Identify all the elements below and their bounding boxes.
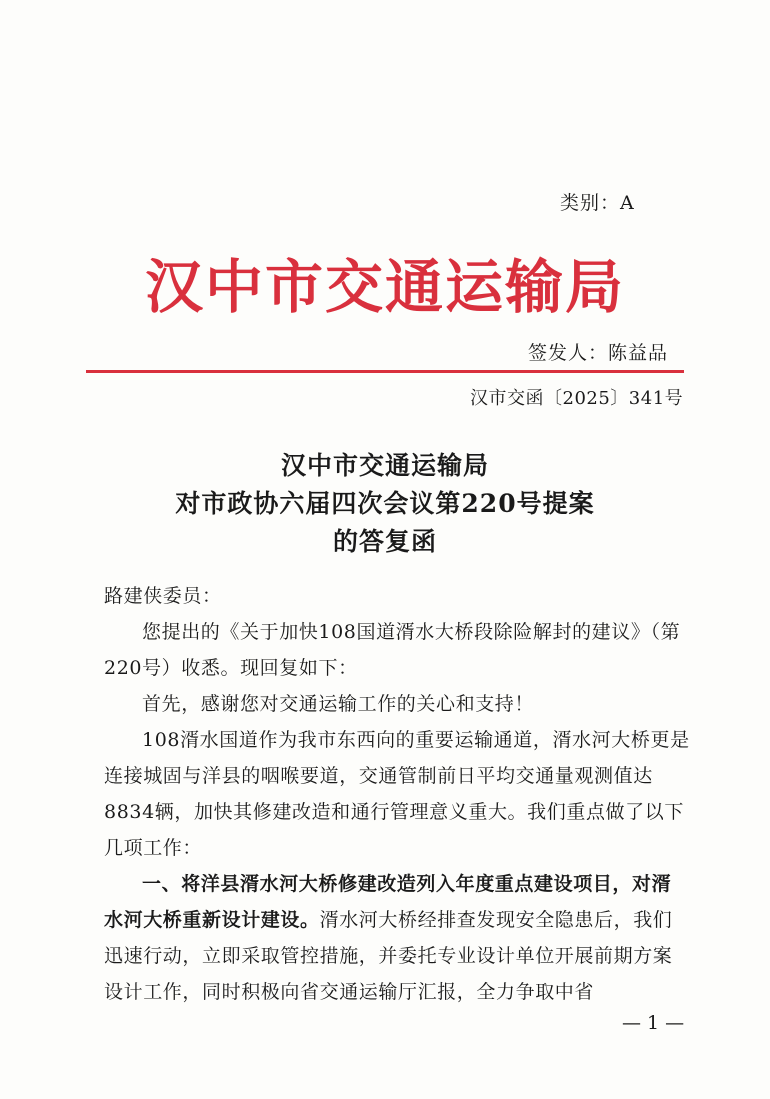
section-one-heading: 一、将洋县湑水河大桥修建改造列入年度重点建设项目，对湑水河大桥重新设计建设。	[104, 873, 672, 931]
section-one-paragraph	[104, 866, 690, 1010]
salutation: 路建侠委员：	[104, 585, 222, 607]
page-number: — 1 —	[622, 1012, 685, 1034]
paragraph: 您提出的《关于加快108国道湑水大桥段除险解封的建议》（第220号）收悉。现回复如下：	[104, 621, 681, 679]
section-one-text: 湑水河大桥经排查发现安全隐患后，我们迅速行动，立即采取管控措施，并委托专业设计单位开展前期方案设计工作，同时积极向省交通运输厅汇报，全力争取中省	[104, 909, 673, 1003]
paragraph: 首先，感谢您对交通运输工作的关心和支持！	[142, 693, 535, 715]
signer: 签发人：陈益品	[528, 342, 669, 364]
document-number: 汉市交函〔2025〕341号	[470, 388, 684, 409]
title-line: 的答复函	[332, 527, 437, 556]
title-line: 汉中市交通运输局	[280, 451, 489, 480]
title-line: 对市政协六届四次会议第220号提案	[175, 489, 595, 518]
paragraph: 108湑水国道作为我市东西向的重要运输通道，湑水河大桥更是连接城固与洋县的咽喉要道，交通管制前日平均交通量观测值达8834辆，加快其修建改造和通行管理意义重大。我们重点做了以下几项工作：	[104, 729, 690, 859]
header-divider	[86, 370, 684, 373]
document-category: 类别：A	[560, 192, 635, 214]
document-body	[104, 578, 690, 1010]
organization-header: 汉中市交通运输局	[144, 253, 625, 321]
document-title	[0, 447, 770, 561]
